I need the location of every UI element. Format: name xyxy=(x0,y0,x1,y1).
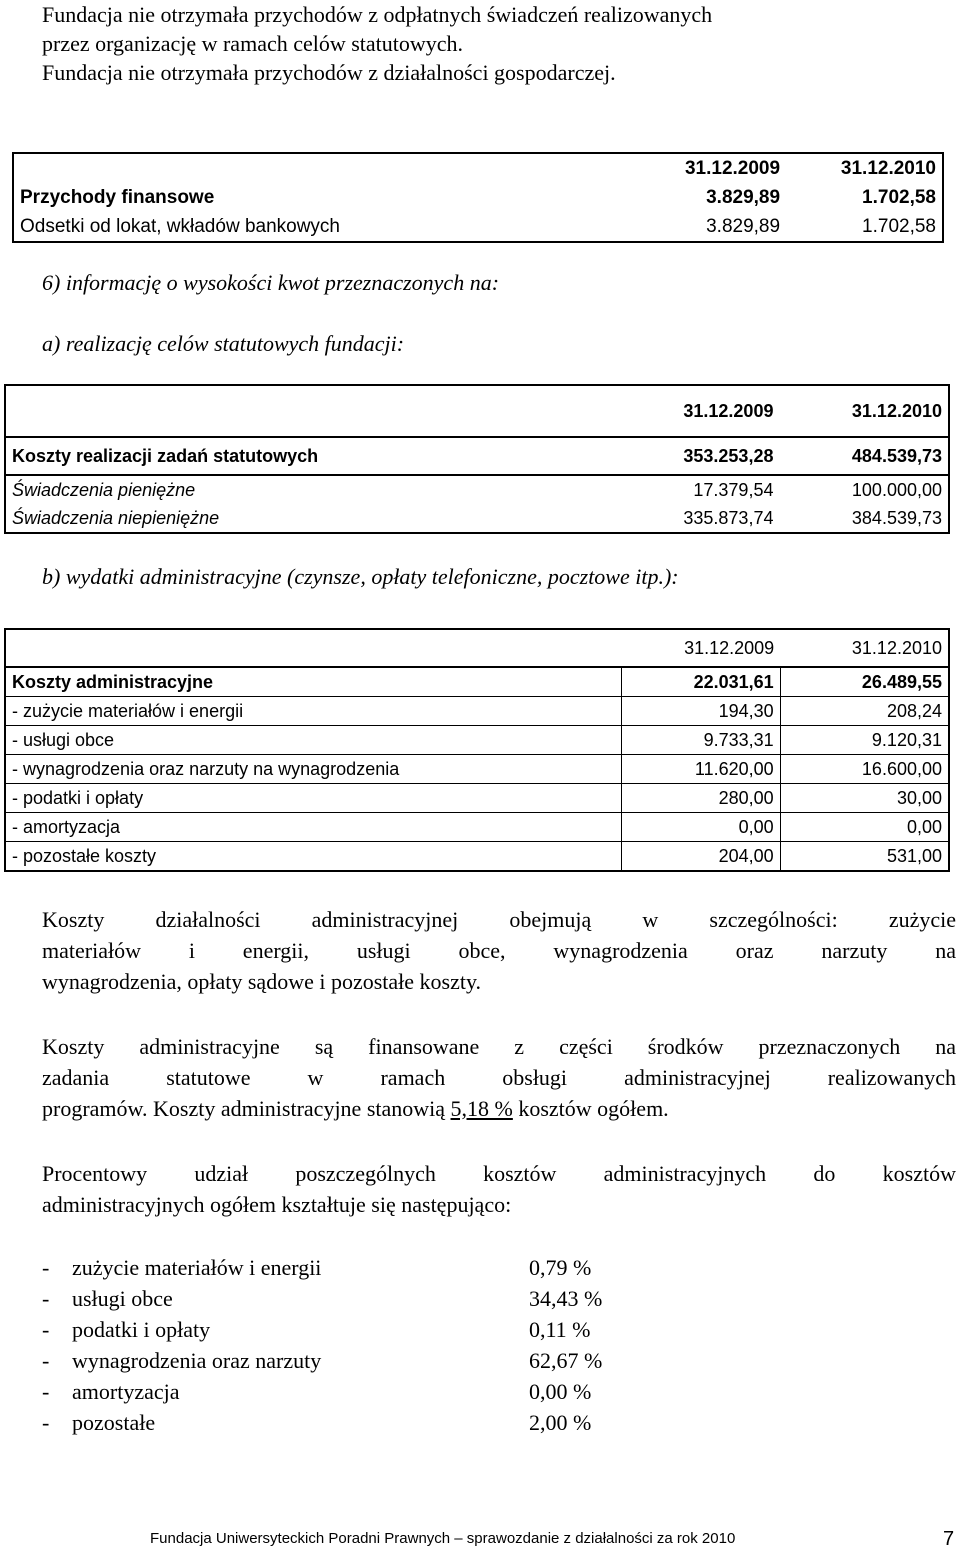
list-item-label: zużycie materiałów i energii xyxy=(72,1255,322,1280)
row-value-2010: 16.600,00 xyxy=(780,755,949,784)
intro-line: Fundacja nie otrzymała przychodów z działalności gospodarczej. xyxy=(42,60,616,85)
table-row xyxy=(5,667,949,697)
row-label: Koszty administracyjne xyxy=(5,667,621,697)
list-item-label: pozostałe xyxy=(72,1410,156,1435)
row-value-2009: 194,30 xyxy=(621,697,780,726)
table-header-row xyxy=(13,153,943,183)
paragraph-line: zadania statutowe w ramach obsługi administracyjnej realizowanych xyxy=(42,1065,956,1090)
admin-financing-paragraph xyxy=(42,1031,956,1124)
row-value-2010: 1.702,58 xyxy=(862,216,936,237)
list-item: - usługi obce 34,43 % xyxy=(42,1283,742,1314)
list-item-value: 62,67 % xyxy=(529,1348,603,1373)
section-6-heading: 6) informację o wysokości kwot przeznaczonych na: xyxy=(42,270,500,295)
row-value-2009: 3.829,89 xyxy=(706,216,781,237)
row-label: - zużycie materiałów i energii xyxy=(5,697,621,726)
row-value-2010: 9.120,31 xyxy=(780,726,949,755)
admin-costs-paragraph xyxy=(42,904,956,997)
page-number: 7 xyxy=(943,1528,955,1550)
table-row xyxy=(5,475,949,504)
table-row xyxy=(5,784,949,813)
paragraph-line: wynagrodzenia, opłaty sądowe i pozostałe koszty. xyxy=(42,969,482,994)
row-value-2010: 30,00 xyxy=(780,784,949,813)
row-value-2010: 0,00 xyxy=(780,813,949,842)
row-label: Świadczenia niepieniężne xyxy=(12,508,220,528)
intro-text xyxy=(42,0,942,87)
table-header-row xyxy=(5,629,949,667)
row-label: Odsetki od lokat, wkładów bankowych xyxy=(20,216,340,237)
paragraph-line: Koszty administracyjne są finansowane z części środków przeznaczonych na xyxy=(42,1034,956,1059)
table-row xyxy=(5,504,949,533)
row-value-2009: 9.733,31 xyxy=(621,726,780,755)
row-value-2010: 100.000,00 xyxy=(851,480,942,500)
table-header-row xyxy=(5,385,949,437)
list-item-value: 0,00 % xyxy=(529,1379,592,1404)
row-value-2010: 384.539,73 xyxy=(851,508,942,528)
row-label: - usługi obce xyxy=(5,726,621,755)
table-header-cell: 31.12.2010 xyxy=(779,385,949,437)
table-row xyxy=(5,755,949,784)
table-row xyxy=(5,726,949,755)
row-value-2009: 204,00 xyxy=(621,842,780,872)
row-value-2010: 26.489,55 xyxy=(780,667,949,697)
table-header-cell xyxy=(13,153,615,183)
row-label: - wynagrodzenia oraz narzuty na wynagrodzenia xyxy=(5,755,621,784)
row-label: - amortyzacja xyxy=(5,813,621,842)
paragraph-text: kosztów ogółem. xyxy=(512,1096,669,1121)
table-row xyxy=(5,697,949,726)
list-item-label: podatki i opłaty xyxy=(72,1317,211,1342)
list-item: - wynagrodzenia oraz narzuty 62,67 % xyxy=(42,1345,742,1376)
statutory-costs-table xyxy=(4,384,950,534)
list-item: - zużycie materiałów i energii 0,79 % xyxy=(42,1252,742,1283)
row-label: Przychody finansowe xyxy=(20,187,215,208)
row-value-2009: 3.829,89 xyxy=(706,187,781,208)
list-item-value: 2,00 % xyxy=(529,1410,592,1435)
financial-revenue-table xyxy=(12,152,944,243)
row-value-2010: 531,00 xyxy=(780,842,949,872)
row-value-2010: 208,24 xyxy=(780,697,949,726)
row-value-2010: 1.702,58 xyxy=(862,187,936,208)
table-header-cell xyxy=(5,385,620,437)
list-item: - amortyzacja 0,00 % xyxy=(42,1376,742,1407)
table-header-cell xyxy=(5,629,621,667)
shares-intro-paragraph xyxy=(42,1158,956,1220)
list-item-label: usługi obce xyxy=(72,1286,173,1311)
paragraph-line: administracyjnych ogółem kształtuje się następująco: xyxy=(42,1192,512,1217)
cost-share-list xyxy=(42,1252,742,1438)
list-item-label: amortyzacja xyxy=(72,1379,180,1404)
table-header-cell: 31.12.2009 xyxy=(620,385,779,437)
row-label: Koszty realizacji zadań statutowych xyxy=(5,437,620,475)
list-item: - podatki i opłaty 0,11 % xyxy=(42,1314,742,1345)
list-item-value: 0,11 % xyxy=(529,1317,591,1342)
table-row xyxy=(5,842,949,872)
row-label: - podatki i opłaty xyxy=(5,784,621,813)
row-value-2009: 11.620,00 xyxy=(621,755,780,784)
list-item-value: 0,79 % xyxy=(529,1255,592,1280)
row-value-2009: 0,00 xyxy=(621,813,780,842)
intro-line: przez organizację w ramach celów statutowych. xyxy=(42,31,464,56)
table-header-cell: 31.12.2010 xyxy=(840,158,936,179)
list-item-value: 34,43 % xyxy=(529,1286,603,1311)
admin-cost-share: 5,18 % xyxy=(450,1096,513,1121)
intro-line: Fundacja nie otrzymała przychodów z odpłatnych świadczeń realizowanych xyxy=(42,2,713,27)
table-row xyxy=(13,212,943,242)
row-value-2009: 353.253,28 xyxy=(620,437,779,475)
row-value-2010: 484.539,73 xyxy=(779,437,949,475)
row-label: Świadczenia pieniężne xyxy=(12,480,196,500)
section-6a-heading: a) realizację celów statutowych fundacji: xyxy=(42,331,405,356)
row-value-2009: 22.031,61 xyxy=(621,667,780,697)
row-label: - pozostałe koszty xyxy=(5,842,621,872)
table-header-cell: 31.12.2010 xyxy=(851,638,942,658)
paragraph-line: Koszty działalności administracyjnej obejmują w szczególności: zużycie xyxy=(42,907,956,932)
page-footer: Fundacja Uniwersyteckich Poradni Prawnych – sprawozdanie z działalności za rok 2010 xyxy=(150,1530,736,1547)
paragraph-line xyxy=(42,1093,956,1124)
list-item: - pozostałe 2,00 % xyxy=(42,1407,742,1438)
table-header-cell: 31.12.2009 xyxy=(684,158,781,179)
section-6b-heading: b) wydatki administracyjne (czynsze, opłaty telefoniczne, pocztowe itp.): xyxy=(42,564,679,589)
row-value-2009: 335.873,74 xyxy=(683,508,774,528)
paragraph-line: Procentowy udział poszczególnych kosztów administracyjnych do kosztów xyxy=(42,1161,956,1186)
paragraph-line: materiałów i energii, usługi obce, wynagrodzenia oraz narzuty na xyxy=(42,938,956,963)
table-row xyxy=(13,183,943,212)
table-row xyxy=(5,437,949,475)
paragraph-text: programów. Koszty administracyjne stanowią xyxy=(42,1096,451,1121)
row-value-2009: 280,00 xyxy=(621,784,780,813)
list-item-label: wynagrodzenia oraz narzuty xyxy=(72,1348,322,1373)
row-value-2009: 17.379,54 xyxy=(693,480,774,500)
administrative-costs-table xyxy=(4,628,950,872)
table-row xyxy=(5,813,949,842)
table-header-cell: 31.12.2009 xyxy=(684,638,775,658)
